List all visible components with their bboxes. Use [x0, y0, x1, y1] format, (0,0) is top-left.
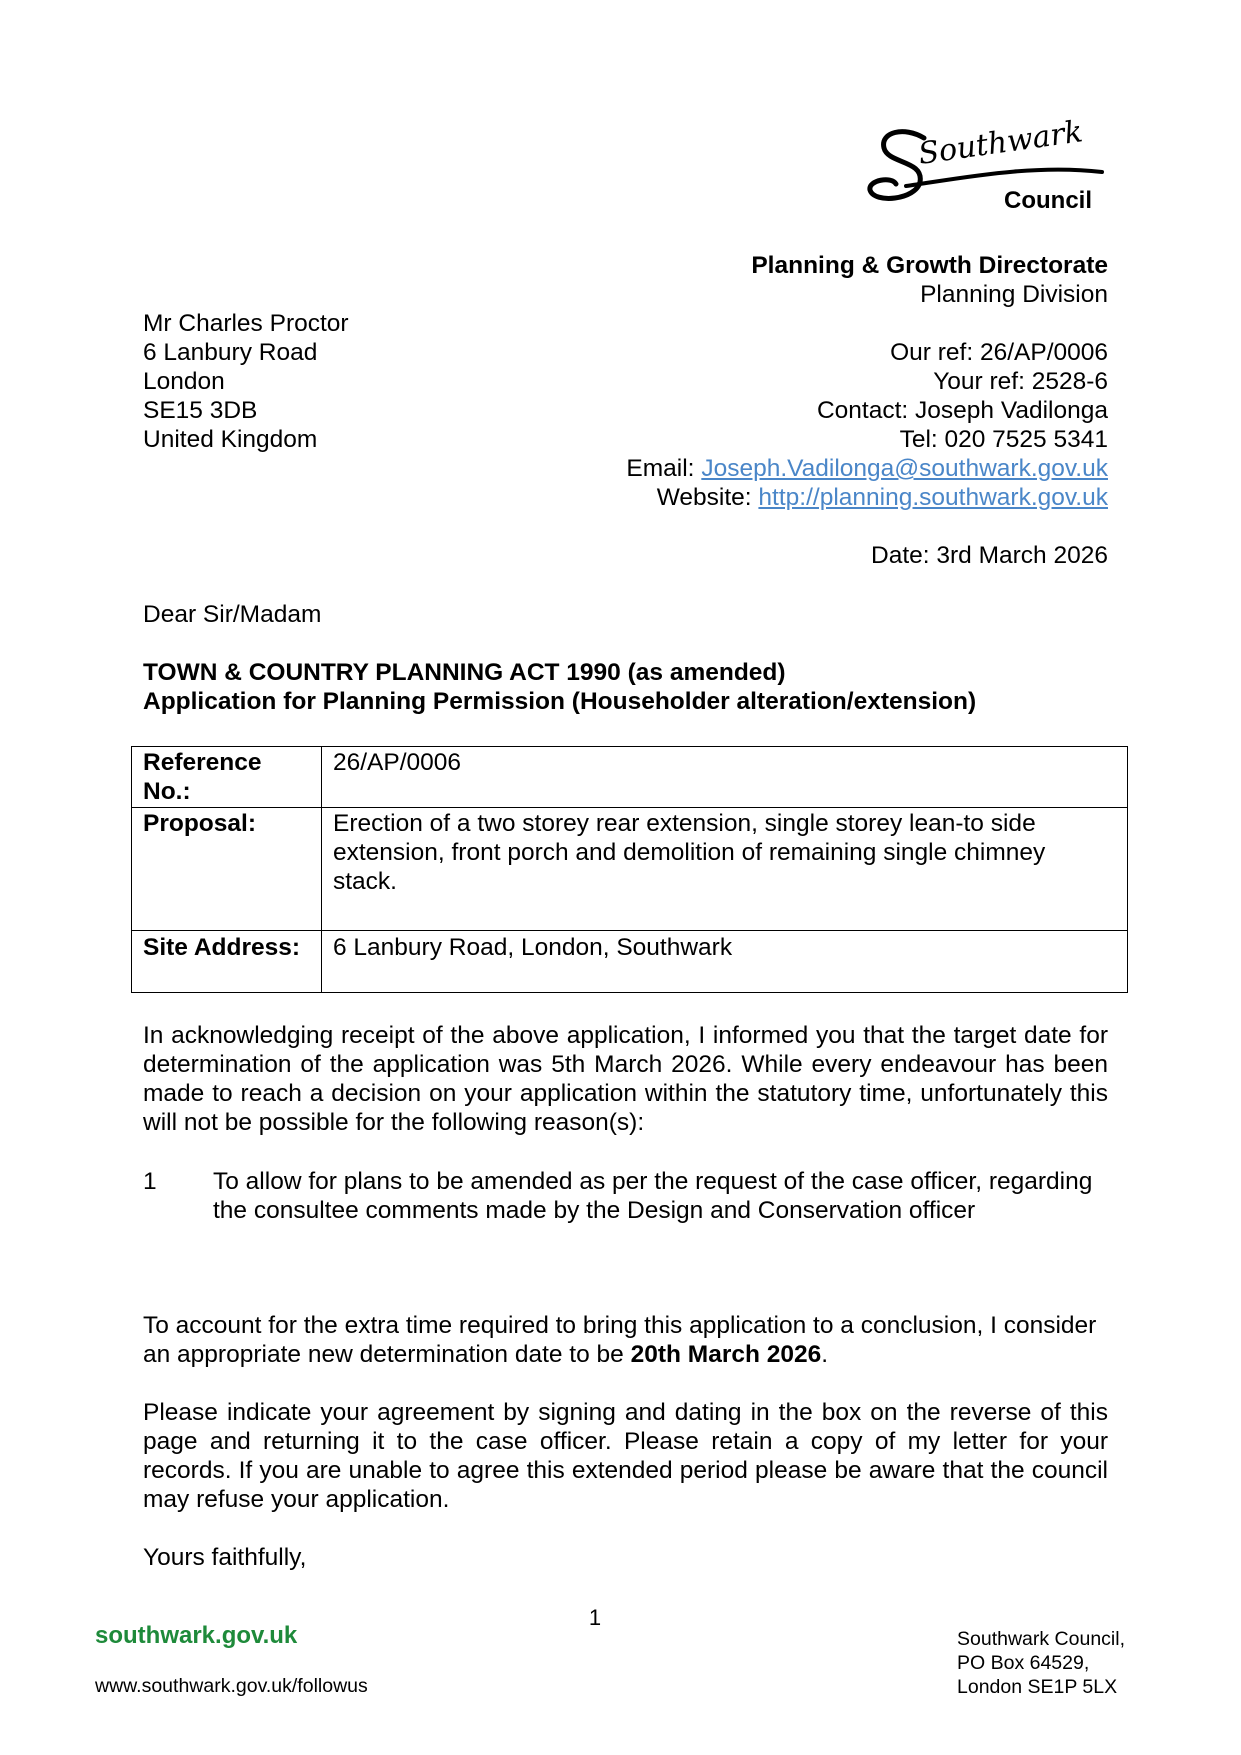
southwark-council-logo [862, 108, 1112, 228]
new-date-paragraph [143, 1311, 1108, 1369]
website-label: Website: [656, 484, 759, 511]
logo-underline [906, 170, 1102, 186]
reason-number: 1 [143, 1168, 157, 1195]
recipient-line: 6 Lanbury Road [143, 339, 318, 366]
our-ref: Our ref: 26/AP/0006 [890, 339, 1108, 366]
recipient-line: SE15 3DB [143, 397, 258, 424]
footer-address [957, 1627, 1125, 1699]
site-address-label: Site Address: [132, 931, 322, 993]
directorate-block [560, 251, 1108, 309]
table-row [132, 747, 1128, 808]
reference-value: 26/AP/0006 [322, 747, 1128, 808]
letter-heading [143, 658, 1103, 716]
reference-label: Reference No.: [132, 747, 322, 808]
logo-council-text: Council [1004, 187, 1092, 214]
email-label: Email: [626, 455, 702, 482]
letter-date: Date: 3rd March 2026 [871, 542, 1108, 569]
recipient-line: London [143, 368, 225, 395]
reason-text: To allow for plans to be amended as per the request of the case officer, regarding the consultee comments made by the Design and Conservation officer [213, 1168, 1093, 1224]
reference-block [540, 338, 1108, 512]
application-details-table [131, 746, 1128, 993]
agreement-paragraph: Please indicate your agreement by signing and dating in the box on the reverse of this page and returning it to the case officer. Please retain a copy of my letter for your records. If you are unable to agree this extended period please be aware that the council may refuse your application. [143, 1399, 1108, 1513]
footer-address-line: Southwark Council, [957, 1628, 1125, 1650]
act-heading: TOWN & COUNTRY PLANNING ACT 1990 (as amended) [143, 659, 786, 686]
recipient-line: Mr Charles Proctor [143, 310, 349, 337]
salutation: Dear Sir/Madam [143, 601, 322, 628]
footer-website[interactable]: southwark.gov.uk [95, 1622, 298, 1649]
website-link[interactable]: http://planning.southwark.gov.uk [758, 484, 1108, 511]
recipient-address [143, 309, 563, 454]
your-ref: Your ref: 2528-6 [933, 368, 1108, 395]
logo-script-text: Southwark [916, 114, 1085, 172]
new-date-text: To account for the extra time required to bring this application to a conclusion, I consider an appropriate new determination date to be [143, 1312, 1097, 1368]
contact-name: Contact: Joseph Vadilonga [816, 397, 1108, 424]
new-determination-date: 20th March 2026 [630, 1341, 822, 1368]
recipient-line: United Kingdom [143, 426, 318, 453]
proposal-value: Erection of a two storey rear extension, single storey lean-to side extension, front porch and demolition of remaining single chimney stack. [322, 808, 1128, 931]
acknowledgement-paragraph: In acknowledging receipt of the above application, I informed you that the target date for determination of the application was 5th March 2026. While every endeavour has been made to reach a decision on your application within the statutory time, unfortunately this will not be possible for the following reason(s): [143, 1022, 1108, 1136]
table-row [132, 931, 1128, 993]
email-link[interactable]: Joseph.Vadilonga@southwark.gov.uk [701, 455, 1108, 482]
website-row [540, 483, 1108, 512]
page-number: 1 [588, 1605, 602, 1630]
new-date-end: . [821, 1341, 829, 1368]
division-title: Planning Division [920, 281, 1108, 308]
contact-tel: Tel: 020 7525 5341 [899, 426, 1108, 453]
proposal-label: Proposal: [132, 808, 322, 931]
directorate-title: Planning & Growth Directorate [751, 252, 1108, 279]
contact-email-row [540, 454, 1108, 483]
footer-address-line: London SE1P 5LX [957, 1676, 1118, 1698]
closing: Yours faithfully, [143, 1544, 307, 1571]
footer-follow-link[interactable]: www.southwark.gov.uk/followus [95, 1675, 368, 1697]
application-heading: Application for Planning Permission (Householder alteration/extension) [143, 688, 977, 715]
table-row [132, 808, 1128, 931]
footer-address-line: PO Box 64529, [957, 1652, 1090, 1674]
site-address-value: 6 Lanbury Road, London, Southwark [322, 931, 1128, 993]
